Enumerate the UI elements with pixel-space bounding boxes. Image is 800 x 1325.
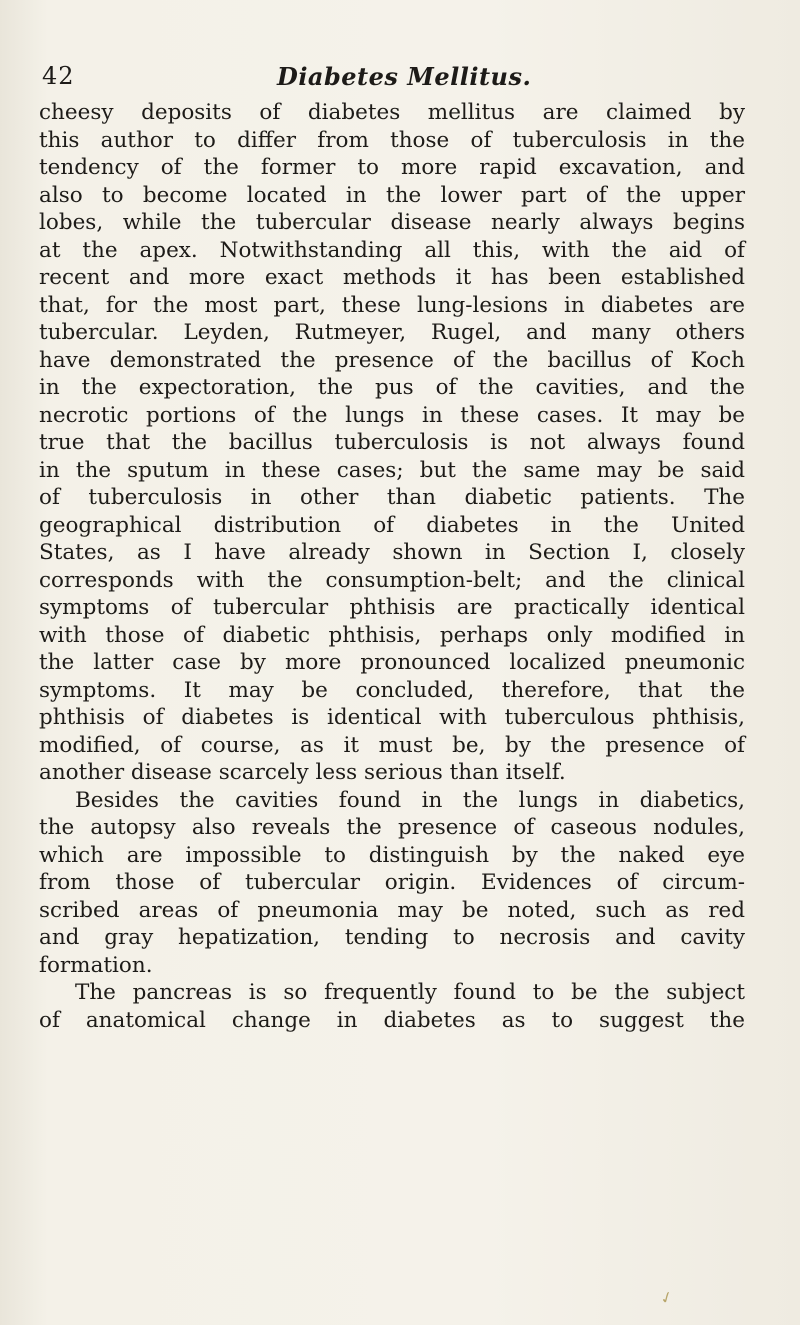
- text-line: from those of tubercular origin. Evidences of circum-: [39, 870, 745, 895]
- text-line: with those of diabetic phthisis, perhaps only modified in: [39, 622, 745, 648]
- text-line: this author to differ from those of tuberculosis in the: [39, 127, 745, 153]
- running-title: Diabetes Mellitus.: [277, 62, 532, 91]
- page-number: 42: [42, 62, 75, 90]
- text-line: modified, of course, as it must be, by the presence of: [39, 732, 745, 758]
- text-line: formation.: [39, 952, 153, 978]
- page-header: [42, 62, 742, 96]
- text-line: the latter case by more pronounced localized pneumonic: [39, 650, 745, 675]
- text-line: which are impossible to distinguish by the naked eye: [39, 842, 745, 868]
- text-line: tubercular. Leyden, Rutmeyer, Rugel, and many others: [39, 320, 745, 345]
- text-line: corresponds with the consumption-belt; and the clinical: [39, 567, 745, 593]
- text-line: symptoms. It may be concluded, therefore, that the: [39, 677, 745, 703]
- text-line: and gray hepatization, tending to necrosis and cavity: [39, 925, 745, 950]
- text-line: also to become located in the lower part of the upper: [39, 182, 745, 208]
- text-line: scribed areas of pneumonia may be noted, such as red: [39, 897, 745, 923]
- text-line: have demonstrated the presence of the bacillus of Koch: [39, 347, 745, 373]
- text-line: that, for the most part, these lung-lesions in diabetes are: [39, 292, 745, 318]
- pencil-check-mark: ✓: [657, 1286, 677, 1309]
- text-line: recent and more exact methods it has been established: [39, 265, 745, 290]
- text-line: of anatomical change in diabetes as to suggest the: [39, 1007, 745, 1033]
- text-line: geographical distribution of diabetes in the United: [39, 512, 745, 538]
- text-line: in the expectoration, the pus of the cavities, and the: [39, 375, 745, 400]
- text-line: phthisis of diabetes is identical with tuberculous phthisis,: [39, 705, 745, 730]
- body-text: [39, 99, 745, 1034]
- text-line: States, as I have already shown in Section I, closely: [39, 540, 745, 565]
- text-line: Besides the cavities found in the lungs in diabetics,: [75, 787, 745, 813]
- text-line: the autopsy also reveals the presence of caseous nodules,: [39, 815, 745, 840]
- text-line: another disease scarcely less serious than itself.: [39, 760, 566, 785]
- text-line: true that the bacillus tuberculosis is not always found: [39, 430, 745, 455]
- text-line: tendency of the former to more rapid excavation, and: [39, 155, 745, 180]
- text-line: symptoms of tubercular phthisis are practically identical: [39, 595, 745, 620]
- text-line: in the sputum in these cases; but the same may be said: [39, 457, 745, 483]
- text-line: of tuberculosis in other than diabetic patients. The: [39, 485, 745, 510]
- text-line: at the apex. Notwithstanding all this, with the aid of: [39, 237, 745, 263]
- text-line: cheesy deposits of diabetes mellitus are claimed by: [39, 100, 745, 125]
- text-line: lobes, while the tubercular disease nearly always begins: [39, 210, 745, 235]
- text-line: The pancreas is so frequently found to be the subject: [75, 980, 745, 1005]
- text-line: necrotic portions of the lungs in these cases. It may be: [39, 402, 745, 428]
